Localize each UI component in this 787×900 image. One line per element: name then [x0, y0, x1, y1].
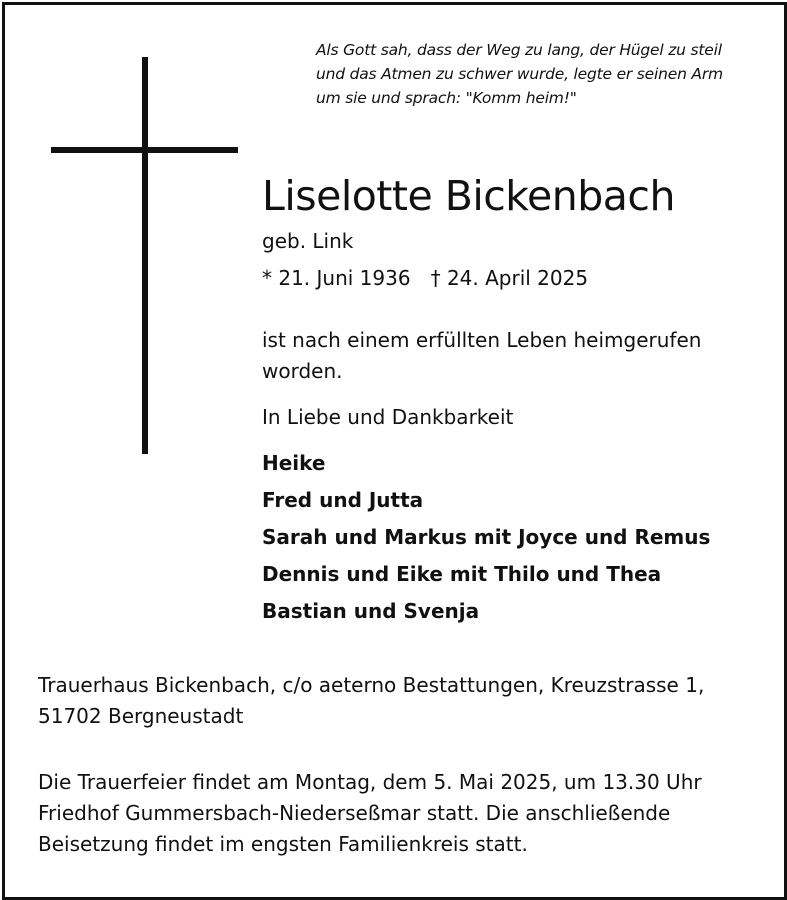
- quote-line: und das Atmen zu schwer wurde, legte er seinen Arm: [316, 65, 723, 83]
- cross-vertical-bar: [142, 57, 148, 454]
- mourning-house-address: [38, 670, 758, 732]
- ceremony-line: Beisetzung findet im engsten Familienkreis statt.: [38, 832, 528, 856]
- memorial-quote: [316, 38, 766, 110]
- deceased-name: Liselotte Bickenbach: [262, 172, 675, 220]
- death-date: † 24. April 2025: [430, 266, 589, 290]
- message-line: ist nach einem erfüllten Leben heimgerufen: [262, 328, 702, 352]
- mourner-entry: Dennis und Eike mit Thilo und Thea: [262, 562, 662, 586]
- mourner-entry: Heike: [262, 451, 326, 475]
- quote-line: um sie und sprach: "Komm heim!": [316, 89, 577, 107]
- address-line: 51702 Bergneustadt: [38, 704, 244, 728]
- mourners-list: [262, 445, 710, 630]
- birth-date: * 21. Juni 1936: [262, 266, 411, 290]
- life-dates: [262, 264, 588, 292]
- mourner-entry: Fred und Jutta: [262, 488, 424, 512]
- passing-message: [262, 325, 732, 387]
- ceremony-line: Die Trauerfeier findet am Montag, dem 5. Mai 2025, um 13.30 Uhr: [38, 770, 702, 794]
- message-line: worden.: [262, 359, 343, 383]
- closing-phrase: In Liebe und Dankbarkeit: [262, 405, 514, 429]
- mourner-entry: Bastian und Svenja: [262, 599, 480, 623]
- cross-horizontal-bar: [51, 147, 238, 153]
- funeral-details: [38, 767, 758, 860]
- ceremony-line: Friedhof Gummersbach-Niederseßmar statt. Die anschließende: [38, 801, 671, 825]
- maiden-name: geb. Link: [262, 229, 354, 253]
- address-line: Trauerhaus Bickenbach, c/o aeterno Bestattungen, Kreuzstrasse 1,: [38, 673, 705, 697]
- quote-line: Als Gott sah, dass der Weg zu lang, der Hügel zu steil: [316, 41, 722, 59]
- mourner-entry: Sarah und Markus mit Joyce und Remus: [262, 525, 711, 549]
